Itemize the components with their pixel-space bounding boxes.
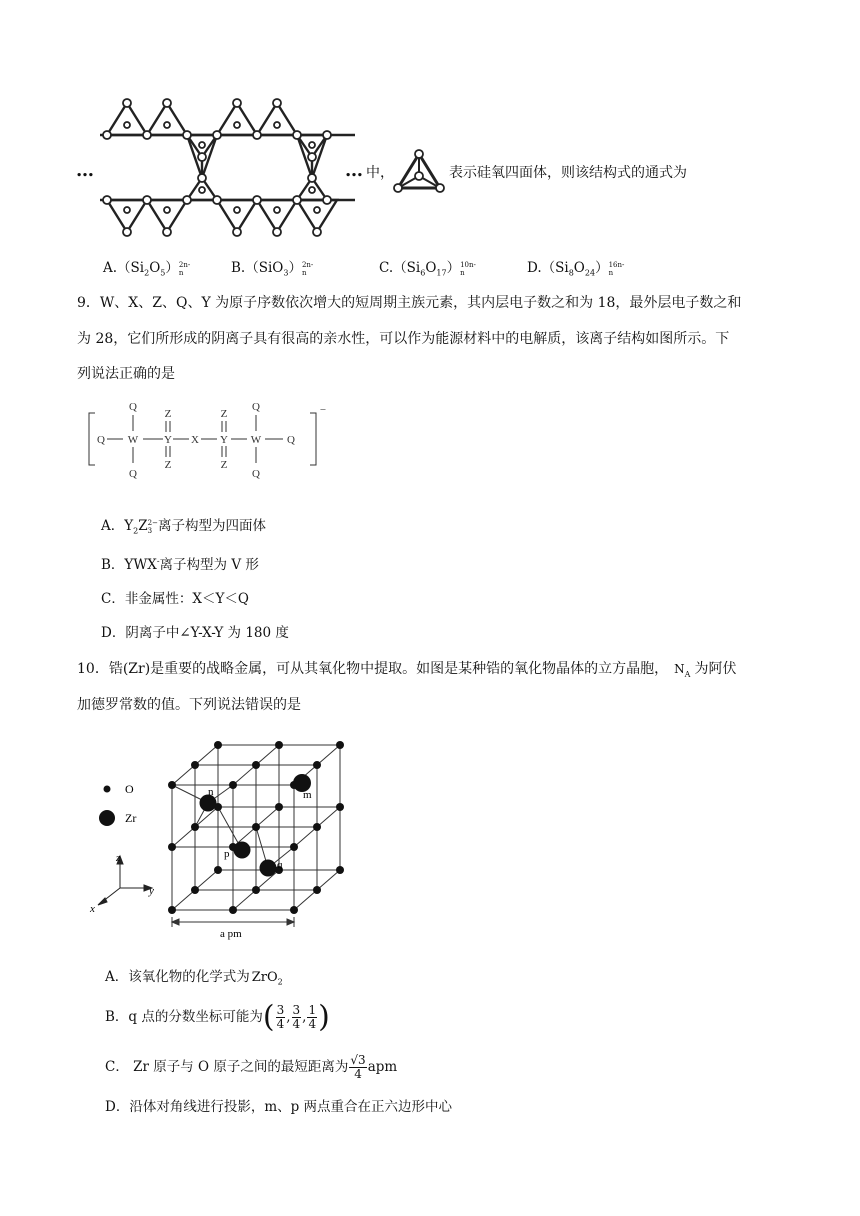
point-m-label: m	[303, 789, 312, 801]
atom-z: Z	[164, 408, 172, 420]
silicate-chain-figure	[70, 95, 370, 245]
q8-option-d[interactable]: $D.(Si_8O_{24})$ 16n- n	[527, 260, 625, 278]
atom-z: Z	[220, 459, 228, 471]
q9-stem-line3: 列说法正确的是	[77, 366, 175, 382]
q9-option-b[interactable]: B．YWX-离子构型为 V 形	[101, 556, 259, 573]
q9-option-a[interactable]: A．$Y_2Z$ 2− 3 离子构型为四面体	[101, 518, 266, 536]
q9-option-d[interactable]: D．阴离子中∠Y-X-Y 为 180 度	[101, 625, 289, 641]
axis-y-label: y	[149, 885, 154, 897]
dimension-label: a pm	[220, 928, 242, 940]
atom-q: Q	[252, 468, 260, 480]
chain-dots-right: …	[345, 160, 363, 181]
q8-mid-text: 中，	[366, 165, 394, 181]
ion-charge: −	[319, 404, 327, 416]
atom-q: Q	[252, 401, 260, 413]
atom-w: W	[127, 434, 139, 446]
atom-q: Q	[97, 434, 105, 446]
point-p-label: p	[224, 848, 230, 860]
atom-w: W	[250, 434, 262, 446]
atom-q: Q	[287, 434, 295, 446]
q10-stem-line2: 加德罗常数的值。下列说法错误的是	[77, 697, 301, 713]
atom-q: Q	[129, 401, 137, 413]
tetrahedron-icon	[392, 148, 446, 194]
axis-z-label: z	[116, 852, 121, 864]
legend-figure	[95, 780, 155, 830]
q10-stem-line1: 10．锆(Zr)是重要的战略金属，可从其氧化物中提取。如图是某种锆的氧化物晶体的立方晶胞， $N_A$ 为阿伏	[77, 661, 737, 679]
atom-y: Y	[220, 434, 228, 446]
q10-option-b[interactable]: B．q 点的分数坐标可能为( $\frac{3}{4}$ , $\frac{3}{4}$ , $\frac{1}{4}$ )	[105, 999, 330, 1035]
legend-o-label: O	[125, 782, 134, 796]
chain-dots-left: …	[76, 160, 94, 181]
atom-z: Z	[220, 408, 228, 420]
q8-tail-text: 表示硅氧四面体，则该结构式的通式为	[449, 165, 687, 181]
q10-option-d[interactable]: D．沿体对角线进行投影，m、p 两点重合在正六边形中心	[105, 1099, 453, 1115]
axes-figure	[88, 850, 158, 915]
legend-zr-label: Zr	[125, 811, 137, 825]
anion-structure-figure	[85, 395, 330, 487]
q8-option-c[interactable]: $C.(Si_6O_{17})$ 10n- n	[379, 260, 476, 278]
q8-option-b[interactable]: B.（SiO$_3$） 2n- n	[231, 260, 314, 278]
q8-option-a[interactable]: $A.(Si_2O_5)$ 2n- n	[103, 260, 191, 278]
crystal-cell-figure	[160, 735, 360, 940]
atom-y: Y	[164, 434, 172, 446]
q9-stem-line1: 9．W、X、Z、Q、Y 为原子序数依次增大的短周期主族元素，其内层电子数之和为 18，最外层电子数之和	[77, 295, 742, 311]
q10-option-a[interactable]: A．该氧化物的化学式为 ZrO$_2$	[105, 969, 283, 987]
q10-option-c[interactable]: C． Zr 原子与 O 原子之间的最短距离为 $\frac{√3}{4}$ apm	[105, 1053, 398, 1081]
q9-option-c[interactable]: C．非金属性：X＜Y＜Q	[101, 591, 249, 607]
atom-q: Q	[129, 468, 137, 480]
axis-x-label: x	[90, 903, 95, 915]
atom-x: X	[191, 434, 199, 446]
q9-stem-line2: 为 28，它们所形成的阴离子具有很高的亲水性，可以作为能源材料中的电解质，该离子结构如图所示。下	[77, 331, 730, 347]
point-n-label: n	[208, 786, 214, 798]
point-q-label: q	[277, 859, 283, 871]
atom-z: Z	[164, 459, 172, 471]
